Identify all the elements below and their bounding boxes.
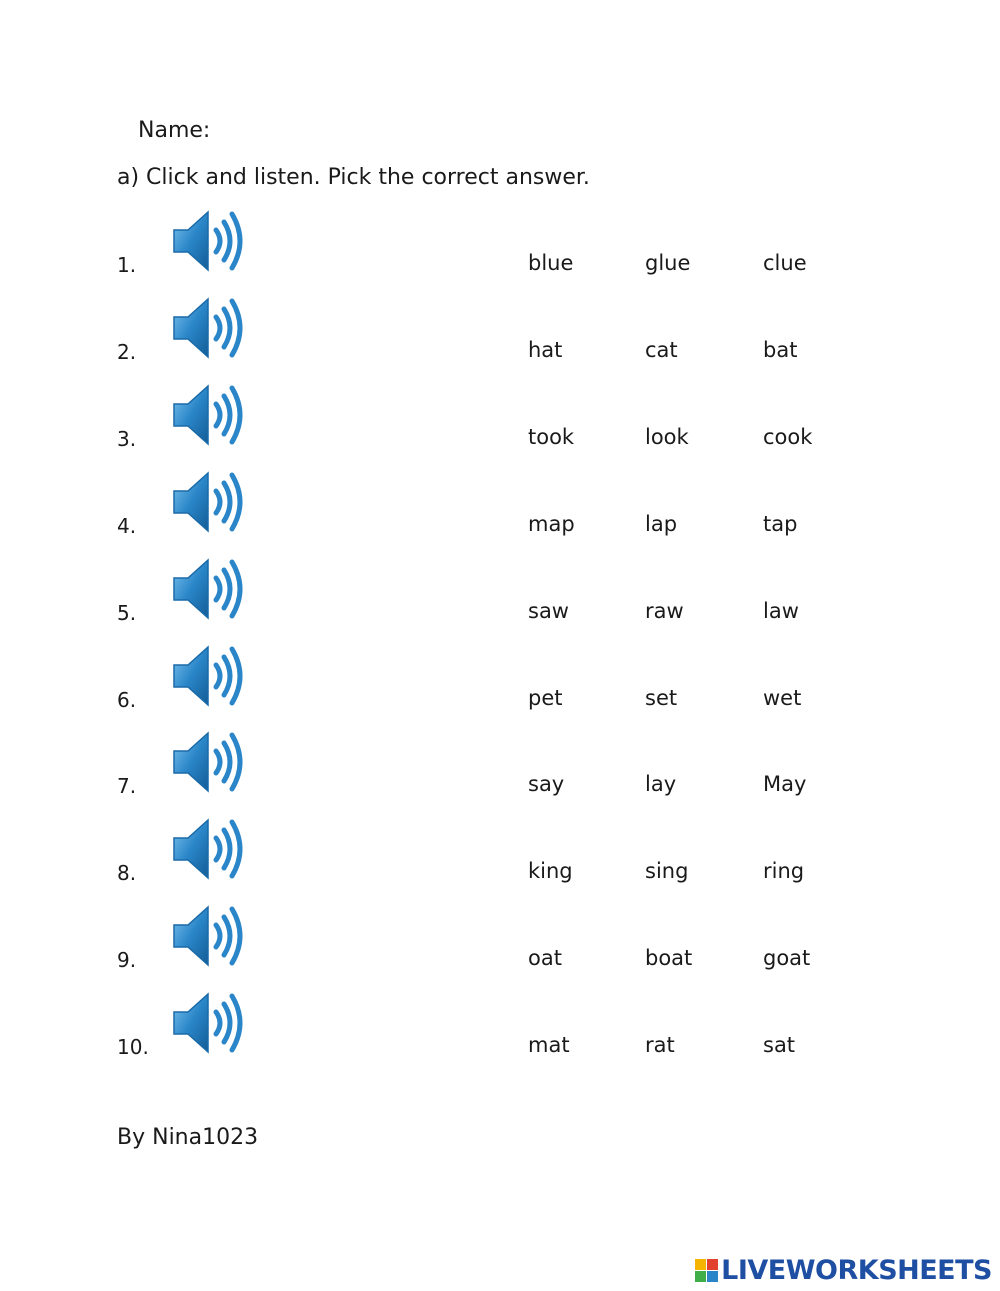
question-number: 5.: [117, 601, 137, 625]
question-row: [0, 990, 1000, 1070]
logo-cubes-icon: [695, 1259, 718, 1282]
speaker-icon[interactable]: [172, 816, 246, 882]
answer-option[interactable]: lay: [645, 772, 677, 796]
answer-option[interactable]: king: [528, 859, 573, 883]
speaker-icon[interactable]: [172, 208, 246, 274]
answer-option[interactable]: lap: [645, 512, 678, 536]
question-number: 6.: [117, 688, 137, 712]
answer-option[interactable]: glue: [645, 251, 691, 275]
speaker-icon[interactable]: [172, 469, 246, 535]
answer-option[interactable]: cat: [645, 338, 678, 362]
answer-option[interactable]: hat: [528, 338, 563, 362]
speaker-icon[interactable]: [172, 295, 246, 361]
answer-option[interactable]: say: [528, 772, 565, 796]
question-row: [0, 295, 1000, 375]
speaker-icon[interactable]: [172, 556, 246, 622]
answer-option[interactable]: boat: [645, 946, 693, 970]
speaker-icon[interactable]: [172, 729, 246, 795]
answer-option[interactable]: May: [763, 772, 807, 796]
question-row: [0, 469, 1000, 549]
answer-option[interactable]: rat: [645, 1033, 675, 1057]
name-label: Name:: [138, 118, 211, 143]
answer-option[interactable]: cook: [763, 425, 813, 449]
question-row: [0, 382, 1000, 462]
answer-option[interactable]: goat: [763, 946, 811, 970]
question-number: 2.: [117, 340, 137, 364]
answer-option[interactable]: took: [528, 425, 575, 449]
speaker-icon[interactable]: [172, 643, 246, 709]
answer-option[interactable]: set: [645, 686, 678, 710]
answer-option[interactable]: sat: [763, 1033, 796, 1057]
answer-option[interactable]: law: [763, 599, 799, 623]
answer-option[interactable]: ring: [763, 859, 805, 883]
question-row: [0, 903, 1000, 983]
question-number: 4.: [117, 514, 137, 538]
answer-option[interactable]: mat: [528, 1033, 570, 1057]
question-row: [0, 643, 1000, 723]
instruction-text: a) Click and listen. Pick the correct answer.: [117, 165, 590, 190]
question-row: [0, 816, 1000, 896]
answer-option[interactable]: oat: [528, 946, 562, 970]
answer-option[interactable]: clue: [763, 251, 807, 275]
speaker-icon[interactable]: [172, 990, 246, 1056]
question-number: 10.: [117, 1035, 149, 1059]
question-number: 8.: [117, 861, 137, 885]
question-number: 1.: [117, 253, 137, 277]
answer-option[interactable]: pet: [528, 686, 563, 710]
question-number: 3.: [117, 427, 137, 451]
liveworksheets-logo: [695, 1254, 992, 1286]
question-row: [0, 729, 1000, 809]
answer-option[interactable]: blue: [528, 251, 574, 275]
question-number: 7.: [117, 774, 137, 798]
answer-option[interactable]: bat: [763, 338, 798, 362]
answer-option[interactable]: saw: [528, 599, 569, 623]
answer-option[interactable]: map: [528, 512, 575, 536]
answer-option[interactable]: wet: [763, 686, 802, 710]
answer-option[interactable]: tap: [763, 512, 798, 536]
answer-option[interactable]: sing: [645, 859, 689, 883]
question-row: [0, 208, 1000, 288]
answer-option[interactable]: raw: [645, 599, 684, 623]
answer-option[interactable]: look: [645, 425, 689, 449]
speaker-icon[interactable]: [172, 382, 246, 448]
question-number: 9.: [117, 948, 137, 972]
brand-name: LIVEWORKSHEETS: [721, 1254, 992, 1286]
speaker-icon[interactable]: [172, 903, 246, 969]
question-row: [0, 556, 1000, 636]
author-credit: By Nina1023: [117, 1125, 259, 1150]
